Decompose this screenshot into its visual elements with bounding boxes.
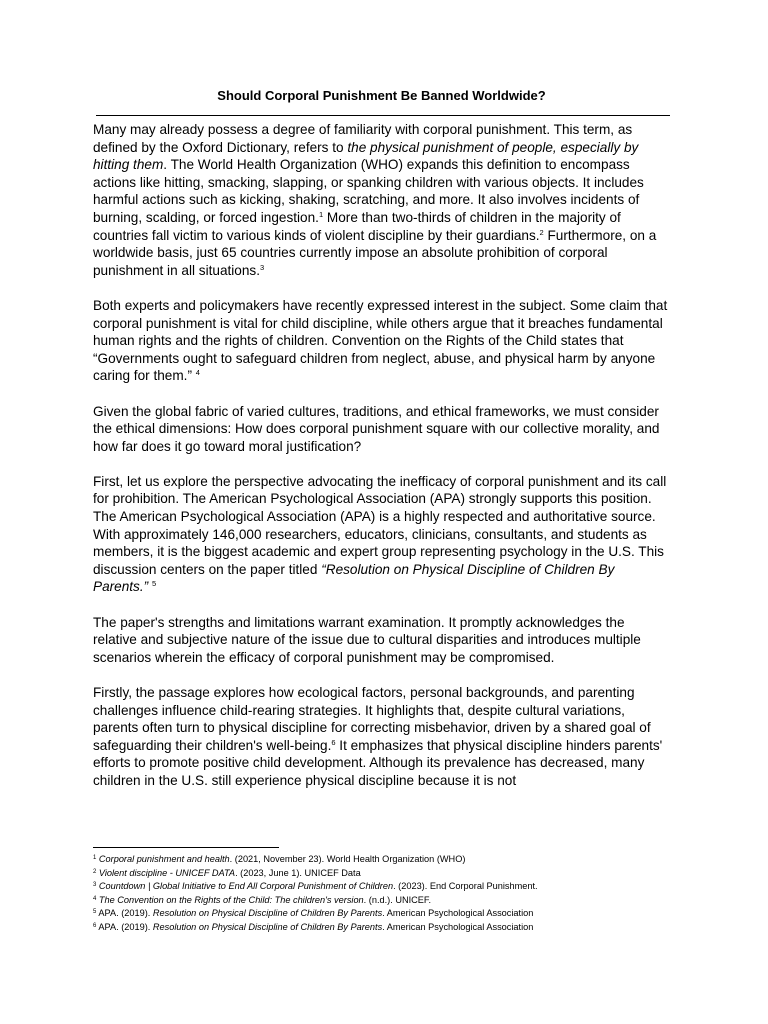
footnote-ref-5: 5 xyxy=(151,579,157,589)
footnote-ref-3: 3 xyxy=(260,262,265,272)
footnote-item: $^1$ Corporal punishment and health. (2021, November 23). World Health Organization (WHO) xyxy=(93,854,466,864)
footnote-ref-4: 4 xyxy=(195,368,200,378)
paragraph-3: Given the global fabric of varied cultures, traditions, and ethical frameworks, we must consider the ethical dimensions: How does corporal punishment square with our collective morality, and how far does it go toward moral justification? xyxy=(93,403,660,454)
title-rule xyxy=(96,115,670,116)
paper-title: “Resolution on Physical Discipline of Children By Parents.” xyxy=(93,561,615,595)
footnote-item: $^6$ APA. (2019). Resolution on Physical Discipline of Children By Parents. American Psychological Association xyxy=(93,921,534,932)
footnote-item: $^2$ Violent discipline - UNICEF DATA. (2023, June 1). UNICEF Data xyxy=(93,867,361,878)
paragraph-5: The paper's strengths and limitations warrant examination. It promptly acknowledges the relative and subjective nature of the issue due to cultural disparities and introduces multiple scenarios wherein the efficacy of corporal punishment may be compromised. xyxy=(93,614,641,665)
paragraph-1: Many may already possess a degree of familiarity with corporal punishment. This term, as defined by the Oxford Dictionary, refers to the physical punishment of people, especially by hitting them. The World Health Organization (WHO) expands this definition to encompass actions like hitting, smacking, slapping, or spanking children with various objects. It includes harmful actions such as kicking, shaking, scratching, and more. It also involves incidents of burning, scalding, or forced ingestion.$^1$ More than two-thirds of children in the majority of countries fall victim to various kinds of violent discipline by their guardians.$^2$ Furthermore, on a worldwide basis, just 65 countries currently impose an absolute prohibition of corporal punishment in all situations.$^3$ xyxy=(93,122,657,278)
footnote-separator xyxy=(93,847,279,848)
paragraph-2: Both experts and policymakers have recently expressed interest in the subject. Some claim that corporal punishment is vital for child discipline, while others argue that it breaches fundamental human rights and the rights of children. Convention on the Rights of the Child states that “Governments ought to safeguard children from neglect, abuse, and physical harm by anyone caring for them.” $^4$ xyxy=(93,297,668,384)
footnotes xyxy=(93,853,693,935)
footnote-item: $^5$ APA. (2019). Resolution on Physical Discipline of Children By Parents. American Psychological Association xyxy=(93,908,534,919)
paragraph-4: First, let us explore the perspective advocating the inefficacy of corporal punishment and its call for prohibition. The American Psychological Association (APA) strongly supports this position. The American Psychological Association (APA) is a highly respected and authoritative source. With approximately 146,000 researchers, educators, clinicians, consultants, and students as members, it is the biggest academic and expert group representing psychology in the U.S. This discussion centers on the paper titled “Resolution on Physical Discipline of Children By Parents.” $^5$ xyxy=(93,473,667,595)
paragraph-6: Firstly, the passage explores how ecological factors, personal backgrounds, and parenting challenges influence child-rearing strategies. It highlights that, despite cultural variations, parents often turn to physical discipline for correcting misbehavior, driven by a shared goal of safeguarding their children's well-being.$^6$ It emphasizes that physical discipline hinders parents' efforts to promote positive child development. Although its prevalence has decreased, many children in the U.S. still experience physical discipline because it is not xyxy=(93,685,663,788)
footnote-item: $^3$ Countdown | Global Initiative to End All Corporal Punishment of Children. (2023). End Corporal Punishment. xyxy=(93,881,538,892)
footnote-ref-6: 6 xyxy=(331,737,336,747)
footnote-ref-1: 1 xyxy=(318,209,324,219)
definition-quote: the physical punishment of people, especially by hitting them xyxy=(93,139,639,173)
footnote-ref-2: 2 xyxy=(539,227,544,237)
footnote-item: $^4$ The Convention on the Rights of the Child: The children's version. (n.d.). UNICEF. xyxy=(93,894,432,905)
document-body xyxy=(93,121,671,807)
document-title: Should Corporal Punishment Be Banned Worldwide? xyxy=(217,88,546,103)
